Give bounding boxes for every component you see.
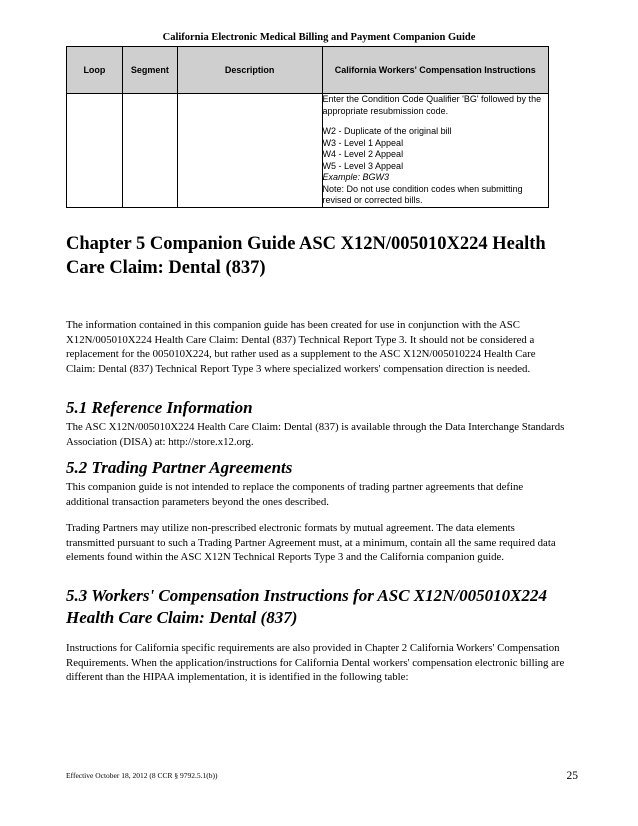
description-cell bbox=[177, 94, 322, 208]
section-5-2-heading: 5.2 Trading Partner Agreements bbox=[66, 458, 293, 477]
section-5-3-body: Instructions for California specific requirements are also provided in Chapter 2 California Workers' Compensation Requirements. When the application/instructions for California Dental workers' compensation electronic billing are different than the HIPAA implementation, it is identified in the following table: bbox=[66, 642, 565, 683]
table-row bbox=[67, 94, 549, 208]
section-5-2-body-2: Trading Partners may utilize non-prescribed electronic formats by mutual agreement. The data elements transmitted pursuant to such a Trading Partner Agreement must, at a minimum, contain all the same required data elements found within the ASC X12N Technical Reports Type 3 and the California companion guide. bbox=[66, 522, 556, 563]
instructions-cell bbox=[322, 94, 548, 208]
column-header-instructions: California Workers' Compensation Instructions bbox=[322, 47, 548, 94]
chapter-intro: The information contained in this companion guide has been created for use in conjunction with the ASC X12N/005010X224 Health Care Claim: Dental (837) Technical Report Type 3. It should not be considered a replacement for the 005010X224, but rather used as a supplement to the ASC X12N/005010224 Health Care Claim: Dental (837) Technical Report Type 3 where specialized workers' compensation direction is needed. bbox=[66, 319, 536, 375]
page-number: 25 bbox=[566, 770, 578, 782]
page-header: California Electronic Medical Billing and Payment Companion Guide bbox=[162, 32, 476, 43]
loop-cell bbox=[67, 94, 123, 208]
example-text: Example: BGW3 bbox=[322, 172, 390, 183]
footer-effective-date: Effective October 18, 2012 (8 CCR § 9792.5.1(b)) bbox=[66, 771, 218, 780]
code-w2: W2 - Duplicate of the original bill bbox=[322, 126, 452, 137]
section-5-3-heading: 5.3 Workers' Compensation Instructions for ASC X12N/005010X224 Health Care Claim: Dental (837) bbox=[66, 586, 547, 627]
code-w4: W4 - Level 2 Appeal bbox=[322, 149, 404, 160]
note-text: Note: Do not use condition codes when submitting revised or corrected bills. bbox=[322, 183, 523, 206]
column-header-segment: Segment bbox=[122, 47, 177, 94]
chapter-heading: Chapter 5 Companion Guide ASC X12N/005010X224 Health Care Claim: Dental (837) bbox=[66, 234, 546, 278]
instructions-table bbox=[66, 46, 549, 208]
column-header-loop: Loop bbox=[67, 47, 123, 94]
section-5-2-body-1: This companion guide is not intended to replace the components of trading partner agreements that define additional transaction parameters beyond the ones described. bbox=[66, 481, 524, 508]
section-5-1-heading: 5.1 Reference Information bbox=[66, 398, 253, 417]
code-w5: W5 - Level 3 Appeal bbox=[322, 160, 404, 171]
column-header-description: Description bbox=[177, 47, 322, 94]
segment-cell bbox=[122, 94, 177, 208]
instruction-text: Enter the Condition Code Qualifier 'BG' followed by the appropriate resubmission code. bbox=[322, 94, 542, 116]
code-w3: W3 - Level 1 Appeal bbox=[322, 137, 404, 148]
section-5-1-body: The ASC X12N/005010X224 Health Care Claim: Dental (837) is available through the Data Interchange Standards Association (DISA) at: http://store.x12.org. bbox=[66, 421, 565, 448]
table-header-row bbox=[67, 47, 549, 94]
